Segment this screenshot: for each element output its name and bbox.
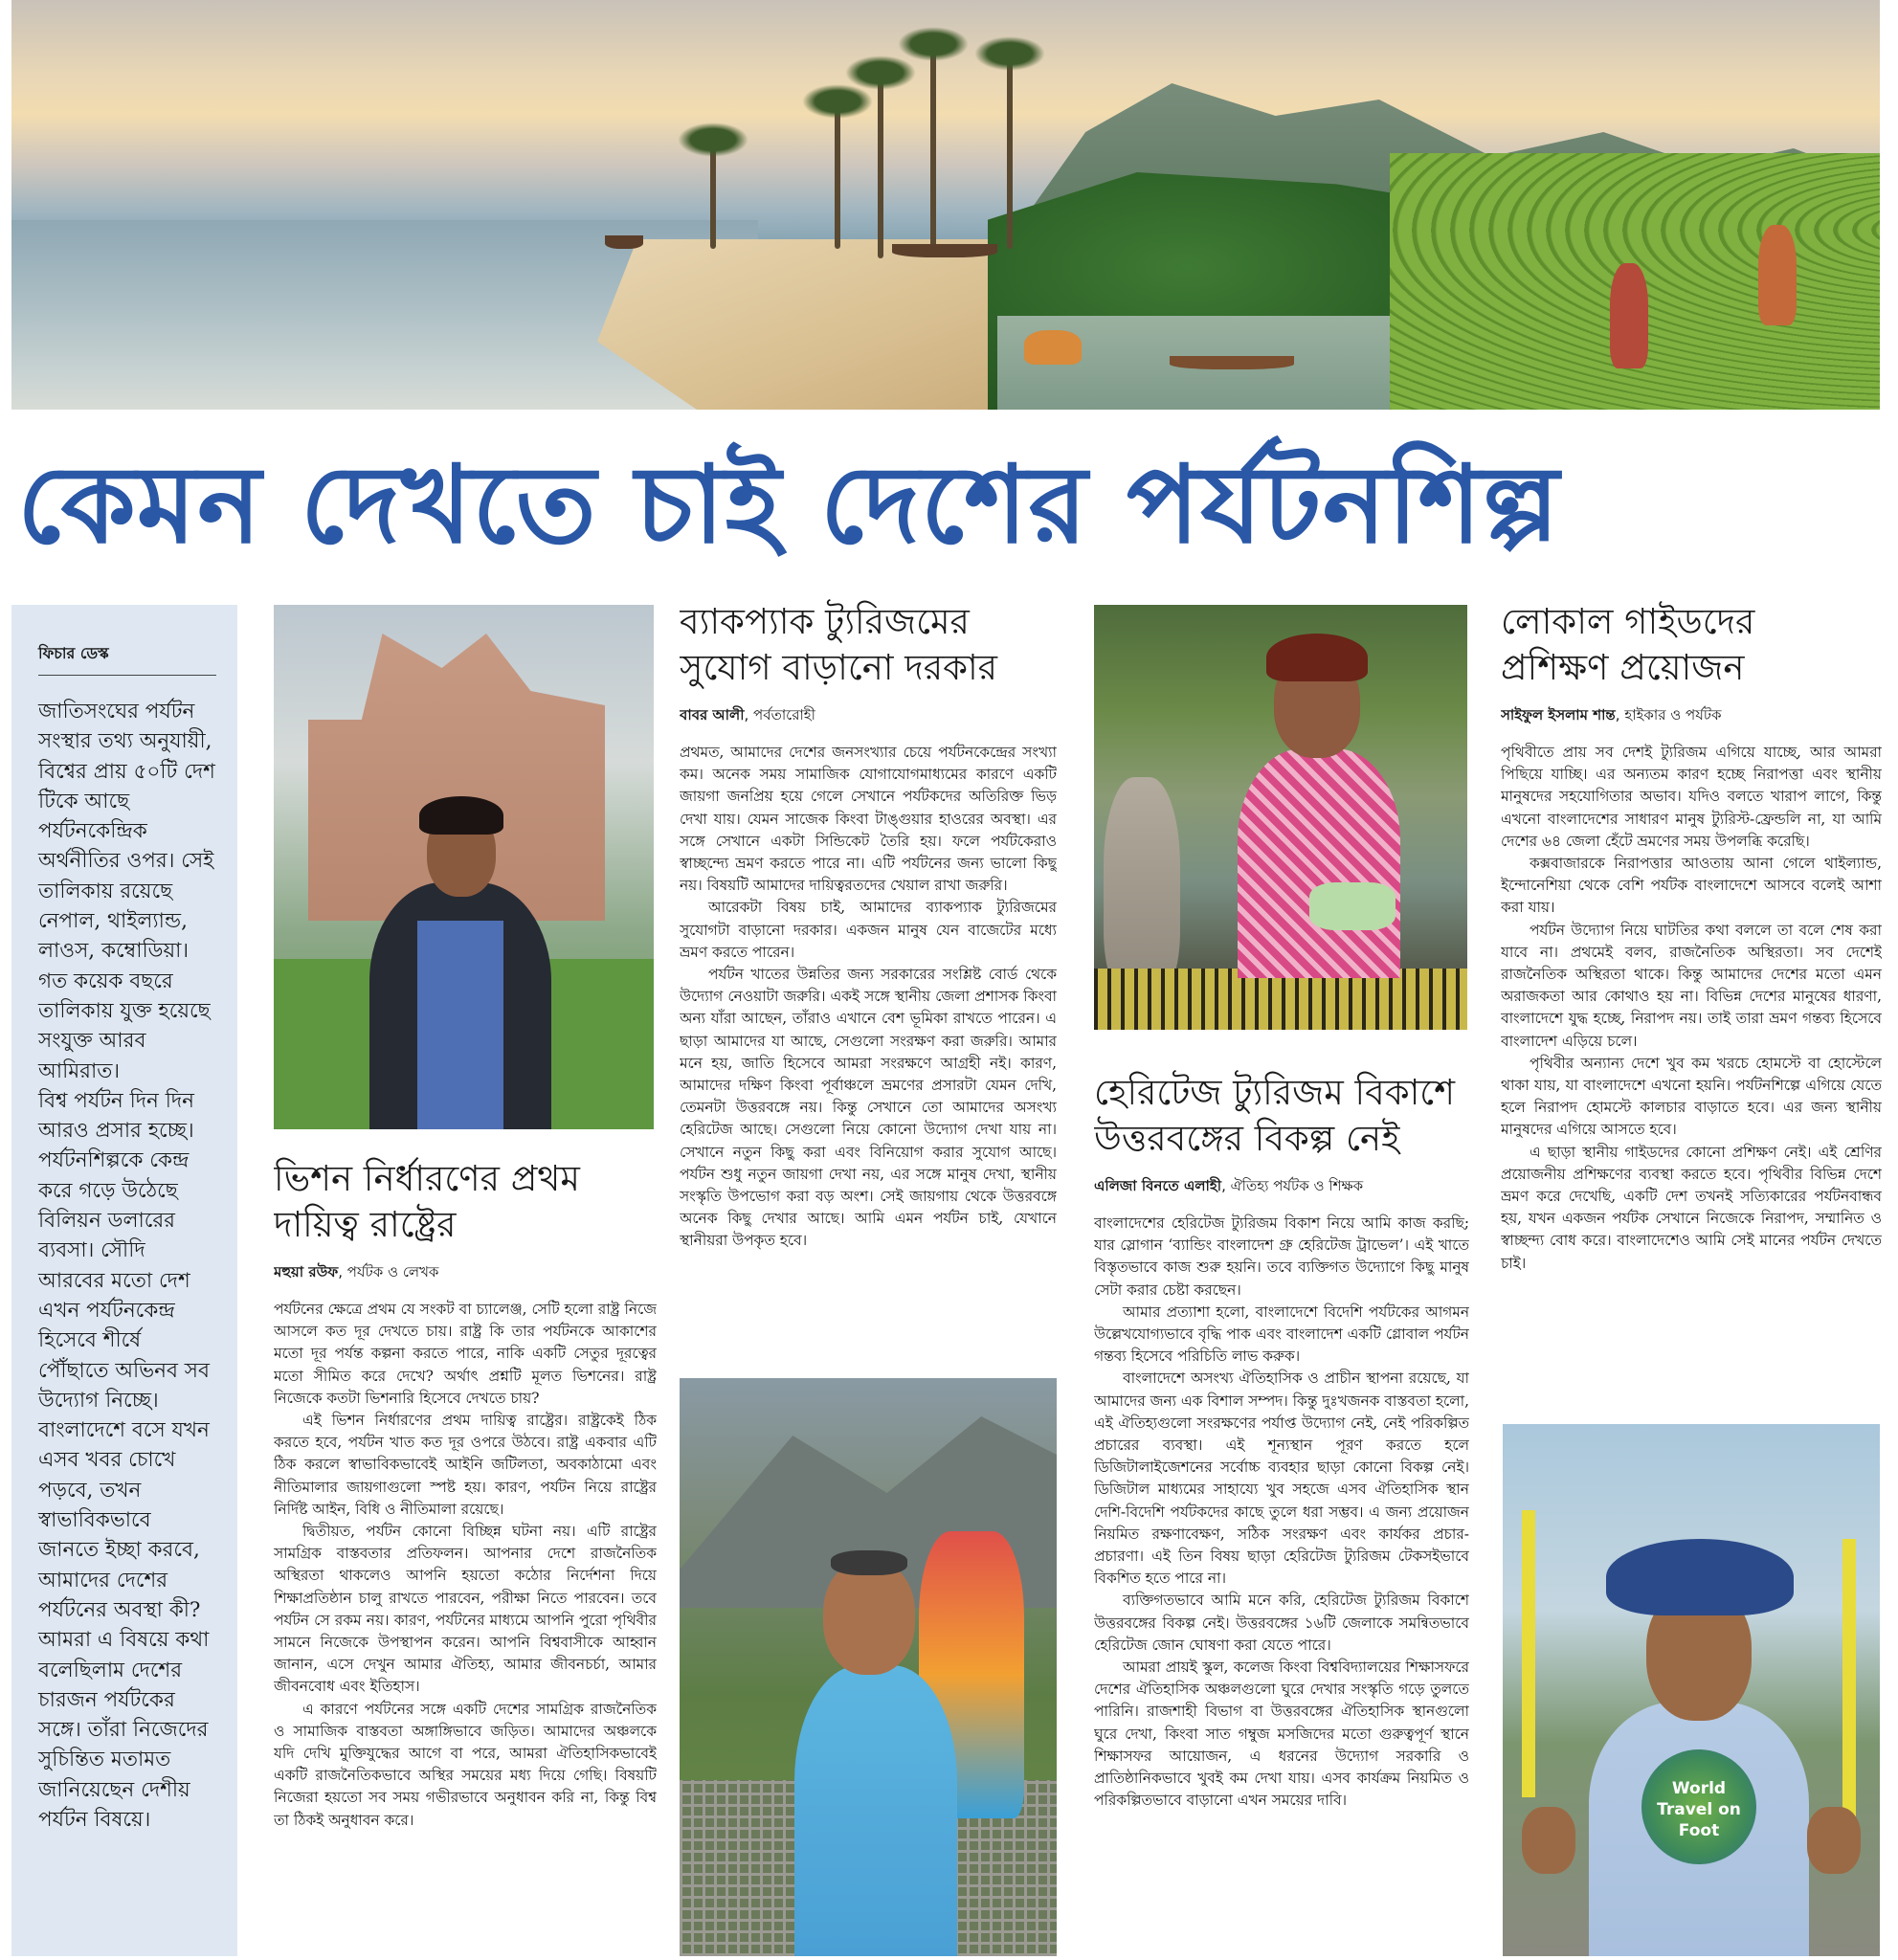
shirt-globe-logo: World Travel on Foot	[1641, 1749, 1756, 1864]
person-hair	[1266, 634, 1368, 681]
yellow-pole	[1842, 1539, 1856, 1826]
article-paragraph: আরেকটা বিষয় চাই, আমাদের ব্যাকপ্যাক ট্যুরিজমের সুযোগটা বাড়ানো দরকার। একজন মানুষ যেন বাজেটের মধ্যে ভ্রমণ করতে পারেন।	[680, 899, 1057, 961]
author-name: সাইফুল ইসলাম শান্ত	[1501, 706, 1616, 724]
photo-babor-ali	[680, 1378, 1057, 1956]
tea-picker-figure	[1610, 263, 1648, 368]
article-title: ব্যাকপ্যাক ট্যুরিজমের সুযোগ বাড়ানো দরকার	[680, 601, 998, 688]
article-babor-ali	[680, 599, 1057, 1365]
byline	[1501, 704, 1882, 728]
author-role: , পর্বতারোহী	[744, 706, 815, 724]
photo-saiful-islam	[1503, 1424, 1880, 1956]
article-saiful-islam	[1501, 599, 1882, 1413]
shoulder-bag	[1309, 882, 1396, 930]
palm-tree-icon	[835, 105, 840, 249]
article-paragraph: আমরা প্রায়ই স্কুল, কলেজ কিংবা বিশ্ববিদ্যালয়ের শিক্ষাসফরে দেশের ঐতিহাসিক অঞ্চলগুলো ঘুরে দেখার সংস্কৃতি গড়ে তুলতে পারিনি। রাজশাহী বিভাগ বা উত্তরবঙ্গের ঐতিহাসিক স্থানগুলো ঘুরে দেখা, কিংবা সাত গম্বুজ মসজিদের মতো গুরুত্বপূর্ণ স্থানে শিক্ষাসফর আয়োজন, এ ধরনের উদ্যোগ সরকারি ও প্রাতিষ্ঠানিকভাবে খুবই কম দেখা যায়। এসব কার্যক্রম নিয়মিত ও পরিকল্পিতভাবে বাড়ানো এখন সময়ের দাবি।	[1094, 1659, 1469, 1810]
person-hair	[419, 796, 503, 835]
article-paragraph: পৃথিবীতে প্রায় সব দেশই ট্যুরিজম এগিয়ে যাচ্ছে, আর আমরা পিছিয়ে যাচ্ছি। এর অন্যতম কারণ হচ্ছে নিরাপত্তা এবং স্থানীয় মানুষদের সহযোগিতার অভাব। যদিও বলতে খারাপ লাগে, কিন্তু এখনো বাংলাদেশের সাধারণ মানুষ ট্যুরিস্ট-ফ্রেন্ডলি না, যা আমি দেশের ৬৪ জেলা হেঁটে ভ্রমণের সময় উপলব্ধি করেছি।	[1501, 744, 1882, 850]
article-title: ভিশন নির্ধারণের প্রথম দায়িত্ব রাষ্ট্রের	[274, 1158, 580, 1245]
article-paragraph: ব্যক্তিগতভাবে আমি মনে করি, হেরিটেজ ট্যুরিজম বিকাশে উত্তরবঙ্গের বিকল্প নেই। উত্তরবঙ্গের ১৬টি জেলাকে সমন্বিতভাবে হেরিটেজ জোন ঘোষণা করা যেতে পারে।	[1094, 1592, 1469, 1654]
photo-mohua-rouf	[274, 605, 654, 1129]
article-title: হেরিটেজ ট্যুরিজম বিকাশে উত্তরবঙ্গের বিকল্প নেই	[1094, 1072, 1456, 1159]
article-paragraph: পর্যটন খাতের উন্নতির জন্য সরকারের সংশ্লিষ্ট বোর্ড থেকে উদ্যোগ নেওয়াটা জরুরি। একই সঙ্গে স্থানীয় জেলা প্রশাসক কিংবা অন্য যাঁরা আছেন, তাঁরাও এখানে বেশ ভূমিকা রাখতে পারেন। এ ছাড়া আমাদের যা আছে, সেগুলো সংরক্ষণ করা জরুরি। আমার মনে হয়, জাতি হিসেবে আমরা সংরক্ষণে আগ্রহী নই। কারণ, আমাদের দক্ষিণ কিংবা পূর্বাঞ্চলে ভ্রমণের প্রসারটা যেমন দেখি, তেমনটা উত্তরবঙ্গে নয়। কিন্তু সেখানে তো আমাদের অসংখ্য হেরিটেজ আছে। সেগুলো নিয়ে কোনো উদ্যোগ দেখা যায় না। সেখানে নতুন কিছু করা এবং বিনিয়োগ করার সুযোগ আছে। পর্যটন শুধু নতুন জায়গা দেখা নয়, এর সঙ্গে মানুষ দেখা, স্থানীয় সংস্কৃতি উপভোগ করা বড় অংশ। সেই জায়গায় থেকে উত্তরবঙ্গে অনেক কিছু দেখার আছে। আমি এমন পর্যটন চাই, যেখানে স্থানীয়রা উপকৃত হবে।	[680, 966, 1057, 1250]
intro-text: জাতিসংঘের পর্যটন সংস্থার তথ্য অনুযায়ী, বিশ্বের প্রায় ৫০টি দেশ টিকে আছে পর্যটনকেন্দ্রিক অর্থনীতির ওপর। সেই তালিকায় রয়েছে নেপাল, থাইল্যান্ড, লাওস, কম্বোডিয়া। গত কয়েক বছরে তালিকায় যুক্ত হয়েছে সংযুক্ত আরব আমিরাত। বিশ্ব পর্যটন দিন দিন আরও প্রসার হচ্ছে। পর্যটনশিল্পকে কেন্দ্র করে গড়ে উঠেছে বিলিয়ন ডলারের ব্যবসা। সৌদি আরবের মতো দেশ এখন পর্যটনকেন্দ্র হিসেবে শীর্ষে পৌঁছাতে অভিনব সব উদ্যোগ নিচ্ছে। বাংলাদেশে বসে যখন এসব খবর চোখে পড়বে, তখন স্বাভাবিকভাবে জানতে ইচ্ছা করবে, আমাদের দেশের পর্যটনের অবস্থা কী? আমরা এ বিষয়ে কথা বলেছিলাম দেশের চারজন পর্যটকের সঙ্গে। তাঁরা নিজেদের সুচিন্তিত মতামত জানিয়েছেন দেশীয় পর্যটন বিষয়ে।	[38, 700, 215, 1832]
byline	[680, 704, 1057, 728]
article-eliza-elahi	[1094, 1070, 1469, 1960]
article-paragraph: বাংলাদেশে অসংখ্য ঐতিহাসিক ও প্রাচীন স্থাপনা রয়েছে, যা আমাদের জন্য এক বিশাল সম্পদ। কিন্তু দুঃখজনক বাস্তবতা হলো, এই ঐতিহ্যগুলো সংরক্ষণের পর্যাপ্ত উদ্যোগ নেই, নেই পরিকল্পিত প্রচারের ব্যবস্থা। এই শূন্যস্থান পূরণ করতে হলে ডিজিটালাইজেশনের সর্বোচ্চ ব্যবহার ছাড়া কোনো বিকল্প নেই। ডিজিটাল মাধ্যমের সাহায্যে খুব সহজে এসব ঐতিহাসিক স্থান দেশি-বিদেশি পর্যটকদের কাছে তুলে ধরা সম্ভব। এ জন্য প্রয়োজন নিয়মিত রক্ষণাবেক্ষণ, সঠিক সংরক্ষণ এবং কার্যকর প্রচার-প্রচারণা। এই তিন বিষয় ছাড়া হেরিটেজ ট্যুরিজম টেকসইভাবে বিকশিত হতে পারে না।	[1094, 1370, 1469, 1588]
byline	[1094, 1175, 1469, 1199]
article-paragraph: পর্যটন উদ্যোগ নিয়ে ঘাটতির কথা বললে তা বলে শেষ করা যাবে না। প্রথমেই বলব, রাজনৈতিক অস্থিরতা। সব দেশেই রাজনৈতিক অস্থিরতা থাকে। কিন্তু আমাদের দেশের মতো এমন অরাজকতা আর কোথাও হয় না। বিভিন্ন দেশের মানুষের ধারণা, বাংলাদেশে যুদ্ধ হচ্ছে, নিরাপদ নয়। তাই তারা ভ্রমণ গন্তব্য হিসেবে বাংলাদেশ এড়িয়ে চলে।	[1501, 921, 1882, 1050]
tiger-icon	[1024, 330, 1082, 365]
palm-tree-icon	[930, 48, 936, 249]
author-name: মহুয়া রউফ	[274, 1263, 339, 1281]
article-paragraph: এই ভিশন নির্ধারণের প্রথম দায়িত্ব রাষ্ট্রের। রাষ্ট্রকেই ঠিক করতে হবে, পর্যটন খাত কত দূর ওপরে উঠবে। রাষ্ট্র একবার এটি ঠিক করলে স্বাভাবিকভাবেই আইনি জটিলতা, অবকাঠামো এবং নীতিমালার জায়গাগুলো স্পষ্ট হয়। কারণ, পর্যটন নিয়ে রাষ্ট্রের নির্দিষ্ট আইন, বিধি ও নীতিমালা রয়েছে।	[274, 1412, 657, 1518]
boat-icon	[892, 244, 997, 257]
tea-picker-figure	[1758, 225, 1797, 325]
photo-eliza-elahi	[1094, 605, 1467, 1030]
article-paragraph: কক্সবাজারকে নিরাপত্তার আওতায় আনা গেলে থাইল্যান্ড, ইন্দোনেশিয়া থেকে বেশি পর্যটক বাংলাদেশে আসবে বলেই আশা করা যায়।	[1501, 855, 1882, 917]
article-paragraph: এ কারণে পর্যটনের সঙ্গে একটি দেশের সামগ্রিক রাজনৈতিক ও সামাজিক বাস্তবতা অঙ্গাঙ্গিভাবে জড়িত। আমাদের অঞ্চলকে যদি দেখি মুক্তিযুদ্ধের আগে বা পরে, আমরা ঐতিহাসিকভাবেই একটি রাজনৈতিকভাবে অস্থির সময়ের মধ্য দিয়ে গেছি। বিষয়টি নিজেরা হয়তো সব সময় গভীরভাবে অনুধাবন করি না, কিন্তু বিশ্ব তা ঠিকই অনুধাবন করে।	[274, 1700, 657, 1829]
intro-sidebar	[11, 605, 237, 1956]
person-dress	[417, 921, 503, 1129]
palm-tree-icon	[710, 144, 716, 249]
palm-tree-icon	[878, 77, 883, 258]
article-paragraph: এ ছাড়া স্থানীয় গাইডদের কোনো প্রশিক্ষণ নেই। এই শ্রেণির প্রয়োজনীয় প্রশিক্ষণের ব্যবস্থা করতে হবে। পৃথিবীর বিভিন্ন দেশে ভ্রমণ করে দেখেছি, একটি দেশ তখনই সত্যিকারের পর্যটনবান্ধব হয়, যখন একজন পর্যটক সেখানে নিজেকে নিরাপদ, সম্মানিত ও স্বাচ্ছন্দ্য বোধ করে। বাংলাদেশেও আমি সেই মানের পর্যটন দেখতে চাই।	[1501, 1143, 1882, 1272]
feature-desk-label: ফিচার ডেস্ক	[38, 641, 216, 676]
article-paragraph: বাংলাদেশের হেরিটেজ ট্যুরিজম বিকাশ নিয়ে আমি কাজ করছি; যার স্লোগান ‘ব্যান্ডিং বাংলাদেশ গ্রু হেরিটেজ ট্রাভেল’। এই খাতে বিস্তৃতভাবে কাজ শুরু হয়নি। তবে ব্যক্তিগত উদ্যোগে কিছু মানুষ সেটা করার চেষ্টা করছেন।	[1094, 1214, 1469, 1299]
banner-photo	[11, 0, 1880, 410]
author-role: , পর্যটক ও লেখক	[338, 1263, 439, 1281]
byline	[274, 1261, 657, 1285]
thumbs-up-icon	[1807, 1807, 1861, 1874]
goggles-icon	[831, 1550, 907, 1575]
yellow-pole	[1522, 1510, 1535, 1797]
article-paragraph: দ্বিতীয়ত, পর্যটন কোনো বিচ্ছিন্ন ঘটনা নয়। এটি রাষ্ট্রের সামগ্রিক বাস্তবতার প্রতিফলন। আপনার দেশে রাজনৈতিক অস্থিরতা থাকলেও আপনি হয়তো কঠোর নির্দেশনা দিয়ে শিক্ষাপ্রতিষ্ঠান চালু রাখতে পারবেন, পরীক্ষা নিতে পারবেন। তবে পর্যটন সে রকম নয়। কারণ, পর্যটনের মাধ্যমে আপনি পুরো পৃথিবীর সামনে নিজেকে উপস্থাপন করেন। আপনি বিশ্ববাসীকে আহ্বান জানান, এসে দেখুন আমার ঐতিহ্য, আমার জীবনচর্চা, আমার জীবনবোধ এবং ইতিহাস।	[274, 1523, 657, 1696]
article-paragraph: আমার প্রত্যাশা হলো, বাংলাদেশে বিদেশি পর্যটকের আগমন উল্লেখযোগ্যভাবে বৃদ্ধি পাক এবং বাংলাদেশ একটি গ্লোবাল পর্যটন গন্তব্য হিসেবে পরিচিতি লাভ করুক।	[1094, 1303, 1469, 1366]
article-mohua-rouf	[274, 1156, 657, 1960]
author-role: , ঐতিহ্য পর্যটক ও শিক্ষক	[1221, 1177, 1364, 1194]
person-shirt	[1238, 748, 1400, 978]
author-name: এলিজা বিনতে এলাহী	[1094, 1177, 1222, 1194]
page-headline: কেমন দেখতে চাই দেশের পর্যটনশিল্প	[17, 442, 1560, 568]
article-paragraph: প্রথমত, আমাদের দেশের জনসংখ্যার চেয়ে পর্যটনকেন্দ্রের সংখ্যা কম। অনেক সময় সামাজিক যোগাযোগমাধ্যমের কারণে একটি জায়গা জনপ্রিয় হয়ে গেলে সেখানে পর্যটকদের অতিরিক্ত ভিড় দেখা যায়। যেমন সাজেক কিংবা টাঙ্গুয়ার হাওরের অবস্থা। এর সঙ্গে সেখানে একটা সিন্ডিকেট তৈরি হয়। ফলে পর্যটকেরাও স্বাচ্ছন্দ্যে ভ্রমণ করতে পারে না। এটি পর্যটনের জন্য ভালো কিছু নয়। বিষয়টি আমাদের দায়িত্বরতদের খেয়াল রাখা জরুরি।	[680, 744, 1057, 895]
author-role: , হাইকার ও পর্যটক	[1615, 706, 1722, 724]
person-face	[823, 1560, 915, 1675]
article-paragraph: পর্যটনের ক্ষেত্রে প্রথম যে সংকট বা চ্যালেঞ্জ, সেটি হলো রাষ্ট্র নিজে আসলে কত দূর দেখতে চায়। রাষ্ট্র কি তার পর্যটনকে আকাশের মতো দূর পর্যন্ত কল্পনা করতে পারে, নাকি একটি সেতুর দূরত্বের মতো সীমিত করে দেখে? অর্থাৎ প্রশ্নটি মূলত ভিশনের। রাষ্ট্র নিজেকে কতটা ভিশনারি হিসেবে দেখতে চায়?	[274, 1301, 657, 1407]
bucket-hat-icon	[1606, 1539, 1794, 1615]
article-paragraph: পৃথিবীর অন্যান্য দেশে খুব কম খরচে হোমস্টে বা হোস্টেলে থাকা যায়, যা বাংলাদেশে এখনো হয়নি। পর্যটনশিল্পে এগিয়ে যেতে হলে নিরাপদ হোমস্টে কালচার বাড়াতে হবে। এর জন্য স্থানীয় মানুষদের এগিয়ে আসতে হবে।	[1501, 1054, 1882, 1139]
person-shirt	[794, 1665, 957, 1956]
boat-icon	[1170, 356, 1294, 369]
palm-tree-icon	[1007, 57, 1013, 249]
stacked-stones	[1104, 777, 1180, 997]
thumbs-up-icon	[1522, 1807, 1575, 1874]
author-name: বাবর আলী	[680, 706, 745, 724]
boat-icon	[605, 235, 643, 249]
article-title: লোকাল গাইডদের প্রশিক্ষণ প্রয়োজন	[1501, 601, 1755, 688]
